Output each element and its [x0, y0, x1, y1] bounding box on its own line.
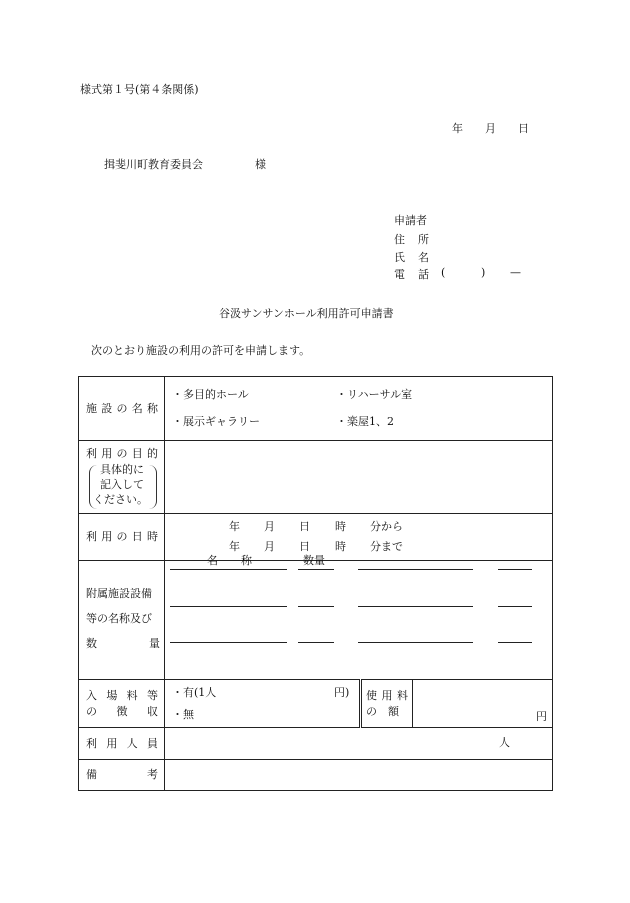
- equipment-label-last-1: 数: [86, 637, 97, 650]
- fee-label-char: 額: [388, 704, 399, 718]
- datetime-label-char: 利: [86, 530, 97, 543]
- phone-label-2: 話: [418, 268, 429, 281]
- admission-label-char: 場: [106, 688, 118, 702]
- purpose-label: [79, 446, 164, 462]
- admission-label-char: の: [86, 704, 97, 718]
- phone-open-paren: (: [441, 266, 446, 279]
- date-month-label: 月: [485, 122, 496, 135]
- datetime-label-char: 日: [131, 530, 143, 543]
- equipment-label-line-1: 附属施設設備: [86, 587, 152, 600]
- fee-label-char: 用: [381, 688, 393, 702]
- purpose-row: [79, 441, 553, 514]
- purpose-label-char: 的: [147, 447, 158, 460]
- equipment-col-name-1: 名: [207, 554, 218, 567]
- users-label-char: 利: [86, 736, 97, 750]
- fee-label-cell: [361, 680, 413, 728]
- equipment-name-line: [358, 569, 473, 570]
- equipment-name-line: [358, 606, 473, 607]
- equipment-name-line: [170, 606, 287, 607]
- remarks-label-cell: [79, 760, 165, 791]
- users-label-cell: [79, 728, 165, 760]
- phone-dash: —: [510, 266, 521, 279]
- addressee-honorific: 様: [255, 158, 266, 171]
- datetime-label-char: の: [116, 530, 128, 543]
- end-year-label: 年: [229, 540, 240, 553]
- datetime-label-char: 用: [101, 530, 113, 543]
- equipment-qty-line: [298, 606, 334, 607]
- form-number: 様式第１号(第４条関係): [80, 83, 199, 96]
- purpose-label-char: 利: [86, 447, 97, 460]
- admission-label-char: 等: [146, 688, 158, 702]
- equipment-name-line: [170, 569, 287, 570]
- remarks-row: [79, 760, 553, 791]
- purpose-note-line-1: 具体的に: [100, 463, 144, 476]
- admission-choice-cell[interactable]: [165, 680, 361, 728]
- datetime-label-char: 時: [147, 530, 158, 543]
- start-month-label: 月: [264, 520, 275, 533]
- document-title: 谷汲サンサンホール利用許可申請書: [219, 307, 394, 320]
- purpose-note-line-2: 記入して: [100, 478, 144, 491]
- equipment-qty-line: [498, 642, 532, 643]
- equipment-label-cell: [79, 561, 165, 680]
- equipment-col-qty: 数量: [303, 554, 325, 567]
- users-label-char: 人: [126, 736, 138, 750]
- facility-label-char: の: [116, 401, 128, 415]
- date-year-label: 年: [452, 122, 463, 135]
- remarks-label-char: 備: [86, 768, 97, 781]
- admission-label-char: 収: [147, 704, 158, 718]
- facility-option-rehearsal-room[interactable]: ・リハーサル室: [336, 388, 413, 401]
- purpose-label-cell: [79, 441, 165, 514]
- purpose-label-char: 目: [131, 447, 143, 460]
- addressee-name: 揖斐川町教育委員会: [104, 158, 203, 171]
- admission-label-char: 料: [126, 688, 138, 702]
- facility-options-cell: [165, 377, 553, 441]
- start-day-label: 日: [299, 520, 310, 533]
- facility-label-char: 施: [86, 401, 97, 415]
- phone-label-1: 電: [394, 268, 405, 281]
- users-input-cell[interactable]: [165, 728, 553, 760]
- fee-label-line-1: [362, 688, 412, 704]
- purpose-label-char: 用: [101, 447, 113, 460]
- remarks-label-char: 考: [147, 768, 158, 781]
- applicant-heading: 申請者: [394, 214, 427, 227]
- start-year-label: 年: [229, 520, 240, 533]
- equipment-input-cell[interactable]: [165, 554, 553, 680]
- users-label: [79, 736, 164, 752]
- facility-label-cell: [79, 377, 165, 441]
- admission-yen-close: 円): [334, 686, 350, 699]
- end-minute-to: 分まで: [370, 540, 403, 553]
- fee-label-line-2: [362, 704, 412, 720]
- fee-label-char: 使: [366, 688, 377, 702]
- users-row: [79, 728, 553, 760]
- admission-label-line-2: [79, 704, 164, 720]
- purpose-label-char: の: [116, 447, 128, 460]
- equipment-row: [79, 561, 553, 680]
- equipment-qty-line: [498, 606, 532, 607]
- equipment-qty-line: [298, 642, 334, 643]
- facility-label: [79, 401, 164, 417]
- fee-label-char: の: [366, 704, 377, 718]
- admission-label-char: 徴: [116, 704, 128, 718]
- equipment-name-line: [170, 642, 287, 643]
- name-label-1: 氏: [394, 251, 405, 264]
- remarks-input-cell[interactable]: [165, 760, 553, 791]
- end-hour-label: 時: [335, 540, 346, 553]
- end-day-label: 日: [299, 540, 310, 553]
- admission-label-line-1: [79, 688, 164, 704]
- admission-row: [79, 680, 553, 728]
- start-minute-from: 分から: [370, 520, 403, 533]
- equipment-qty-line: [498, 569, 532, 570]
- date-day-label: 日: [518, 122, 529, 135]
- facility-row: [79, 377, 553, 441]
- purpose-note-line-3: ください。: [93, 493, 148, 506]
- purpose-input-cell[interactable]: [165, 441, 553, 514]
- name-label-2: 名: [418, 251, 429, 264]
- admission-label-char: 入: [86, 688, 97, 702]
- address-label-1: 住: [394, 233, 405, 246]
- datetime-input-cell[interactable]: [165, 514, 553, 561]
- equipment-col-name-2: 称: [241, 554, 252, 567]
- admission-label-cell: [79, 680, 165, 728]
- facility-option-exhibition-gallery[interactable]: ・展示ギャラリー: [172, 415, 260, 428]
- equipment-qty-line: [298, 569, 334, 570]
- datetime-label: [79, 529, 164, 545]
- facility-label-char: 設: [101, 401, 113, 415]
- admission-option-no[interactable]: ・無: [172, 708, 194, 721]
- equipment-label-line-2: 等の名称及び: [86, 612, 152, 625]
- users-label-char: 員: [146, 736, 158, 750]
- remarks-label: [79, 767, 164, 783]
- fee-label-char: 料: [397, 688, 408, 702]
- facility-option-dressing-rooms[interactable]: ・楽屋1、2: [336, 415, 394, 428]
- facility-label-char: 名: [131, 401, 143, 415]
- fee-yen-unit: 円: [536, 710, 548, 723]
- equipment-label-last-2: 量: [149, 637, 160, 650]
- address-label-2: 所: [418, 233, 429, 246]
- users-label-char: 用: [106, 736, 118, 750]
- start-hour-label: 時: [335, 520, 346, 533]
- end-month-label: 月: [264, 540, 275, 553]
- application-form-table: [78, 376, 553, 791]
- datetime-label-cell: [79, 514, 165, 561]
- fee-amount-cell[interactable]: [413, 680, 553, 728]
- equipment-name-line: [358, 642, 473, 643]
- phone-close-paren: ): [481, 266, 486, 279]
- facility-label-char: 称: [147, 401, 158, 415]
- admission-option-yes[interactable]: ・有(1人: [172, 686, 217, 699]
- intro-text: 次のとおり施設の利用の許可を申請します。: [91, 344, 311, 357]
- users-unit: 人: [499, 736, 510, 749]
- facility-option-multipurpose-hall[interactable]: ・多目的ホール: [172, 388, 249, 401]
